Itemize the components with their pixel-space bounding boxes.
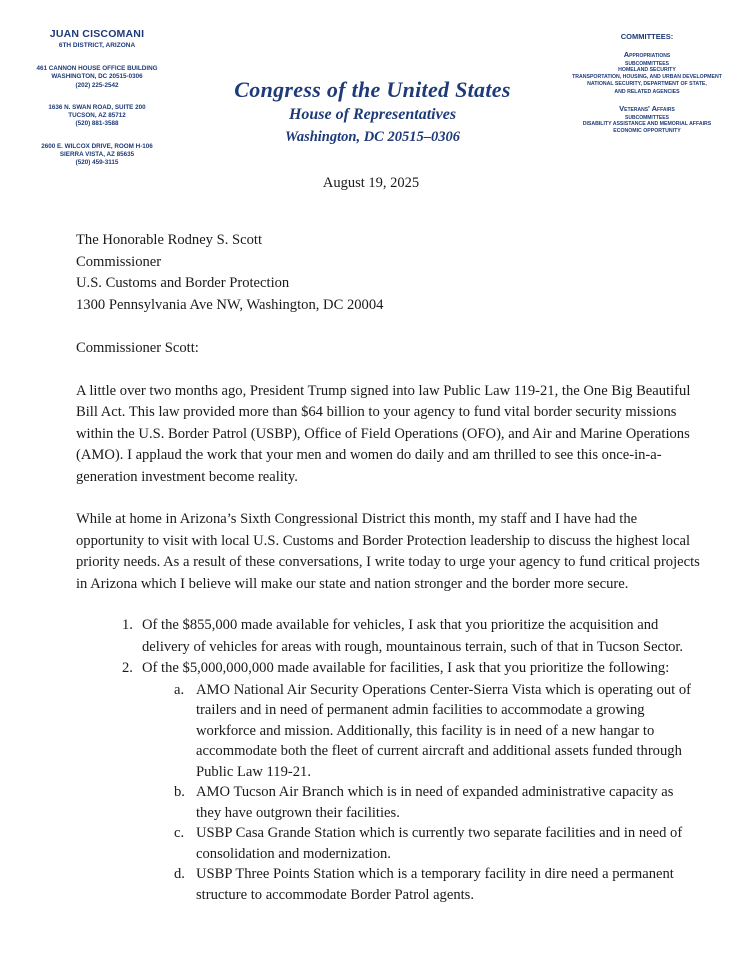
office-line: (520) 881-3588	[75, 120, 119, 128]
sub-list-letter: b.	[174, 784, 185, 800]
address-line: The Honorable Rodney S. Scott	[76, 232, 263, 248]
subcommittee: AND RELATED AGENCIES	[614, 88, 680, 95]
member-name: JUAN CISCOMANI	[49, 28, 145, 40]
congress-letterhead	[205, 78, 540, 146]
letter-date: August 19, 2025	[322, 175, 420, 191]
list-item-text: Of the $855,000 made available for vehicles, I ask that you prioritize the acquisition and delivery of vehicles for areas with rough, mountainous terrain, such of that in Tucson Sector.	[142, 617, 684, 655]
list-number: 1.	[122, 617, 133, 633]
list-item	[122, 658, 700, 905]
sub-list-text: USBP Three Points Station which is a temporary facility in dire need a permanent structure to accommodate Border Patrol agents.	[196, 866, 674, 903]
salutation: Commissioner Scott:	[76, 340, 199, 356]
sub-list-text: USBP Casa Grande Station which is currently two separate facilities and in need of consolidation and modernization.	[196, 825, 683, 862]
subcommittee: HOMELAND SECURITY	[618, 67, 676, 73]
subcommittees-label: SUBCOMMITTEES	[625, 61, 669, 67]
subcommittees-label: SUBCOMMITTEES	[625, 114, 669, 121]
list-item-text: Of the $5,000,000,000 made available for facilities, I ask that you prioritize the following:	[142, 660, 670, 676]
congress-title: Congress of the United States	[234, 77, 511, 102]
sub-list-item	[174, 782, 700, 823]
sub-list-letter: c.	[174, 825, 185, 841]
office-line: (520) 459-3115	[75, 159, 119, 167]
facility-list	[142, 680, 700, 906]
list-number: 2.	[122, 660, 133, 676]
subcommittee: ECONOMIC OPPORTUNITY	[613, 128, 681, 135]
office-washington	[22, 65, 172, 90]
member-info-block	[22, 28, 172, 168]
committee-veterans-affairs: Veterans' Affairs	[619, 103, 675, 113]
office-line: 1636 N. SWAN ROAD, SUITE 200	[48, 103, 146, 111]
subcommittee: TRANSPORTATION, HOUSING, AND URBAN DEVELOPMENT	[572, 74, 722, 81]
subcommittee: DISABILITY ASSISTANCE AND MEMORIAL AFFAIRS	[582, 120, 712, 127]
office-line: 2600 E. WILCOX DRIVE, ROOM H-106	[41, 142, 153, 150]
office-line: TUCSON, AZ 85712	[68, 112, 126, 120]
list-item	[122, 615, 700, 658]
committees-title: COMMITTEES:	[620, 32, 674, 41]
address-line: 1300 Pennsylvania Ave NW, Washington, DC 20004	[76, 296, 384, 313]
committee-appropriations: Appropriations	[623, 50, 671, 59]
sub-list-letter: a.	[174, 681, 185, 698]
sub-list-item	[174, 823, 700, 864]
committees-block	[556, 32, 738, 135]
member-district: 6TH DISTRICT, ARIZONA	[58, 42, 136, 49]
office-line: SIERRA VISTA, AZ 85635	[59, 151, 135, 159]
sub-list-text: AMO National Air Security Operations Center-Sierra Vista which is operating out of trailers and in need of permanent admin facilities to accommodate a growing workforce and mission. Additionally, this facility is in need of a new hangar to accommodate both the fleet of current aircraft and additional assets funded through Public Law 119-21.	[196, 681, 692, 780]
paragraph: While at home in Arizona’s Sixth Congressional District this month, my staff and I have had the opportunity to visit with local U.S. Customs and Border Protection leadership to discuss the highest local priority needs. As a result of these conversations, I write today to urge your agency to fund critical projects in Arizona which I believe will make our state and nation stronger and the border more secure.	[76, 511, 700, 592]
address-line: Commissioner	[76, 253, 162, 270]
letter-body	[76, 230, 700, 905]
subcommittee: NATIONAL SECURITY, DEPARTMENT OF STATE,	[587, 81, 707, 88]
recipient-address	[76, 230, 700, 316]
house-title: House of Representatives	[288, 106, 457, 123]
sub-list-letter: d.	[174, 866, 185, 882]
sub-list-item	[174, 680, 700, 783]
office-line: (202) 225-2542	[75, 81, 119, 89]
office-sierra-vista	[22, 143, 172, 168]
request-list	[76, 615, 700, 905]
office-line: WASHINGTON, DC 20515-0306	[51, 73, 143, 81]
city-line: Washington, DC 20515–0306	[285, 129, 460, 145]
address-line: U.S. Customs and Border Protection	[76, 275, 290, 291]
office-tucson	[22, 104, 172, 129]
paragraph: A little over two months ago, President Trump signed into law Public Law 119-21, the One Big Beautiful Bill Act. This law provided more than $64 billion to your agency to fund vital border security missions within the U.S. Border Patrol (USBP), Office of Field Operations (OFO), and Air and Marine Operations (AMO). I applaud the work that your men and women do daily and am thrilled to see this once-in-a-generation investment become reality.	[76, 382, 691, 485]
sub-list-item	[174, 864, 700, 905]
office-line: 461 CANNON HOUSE OFFICE BUILDING	[36, 65, 158, 72]
sub-list-text: AMO Tucson Air Branch which is in need of expanded administrative capacity as they have outgrown their facilities.	[196, 784, 674, 821]
